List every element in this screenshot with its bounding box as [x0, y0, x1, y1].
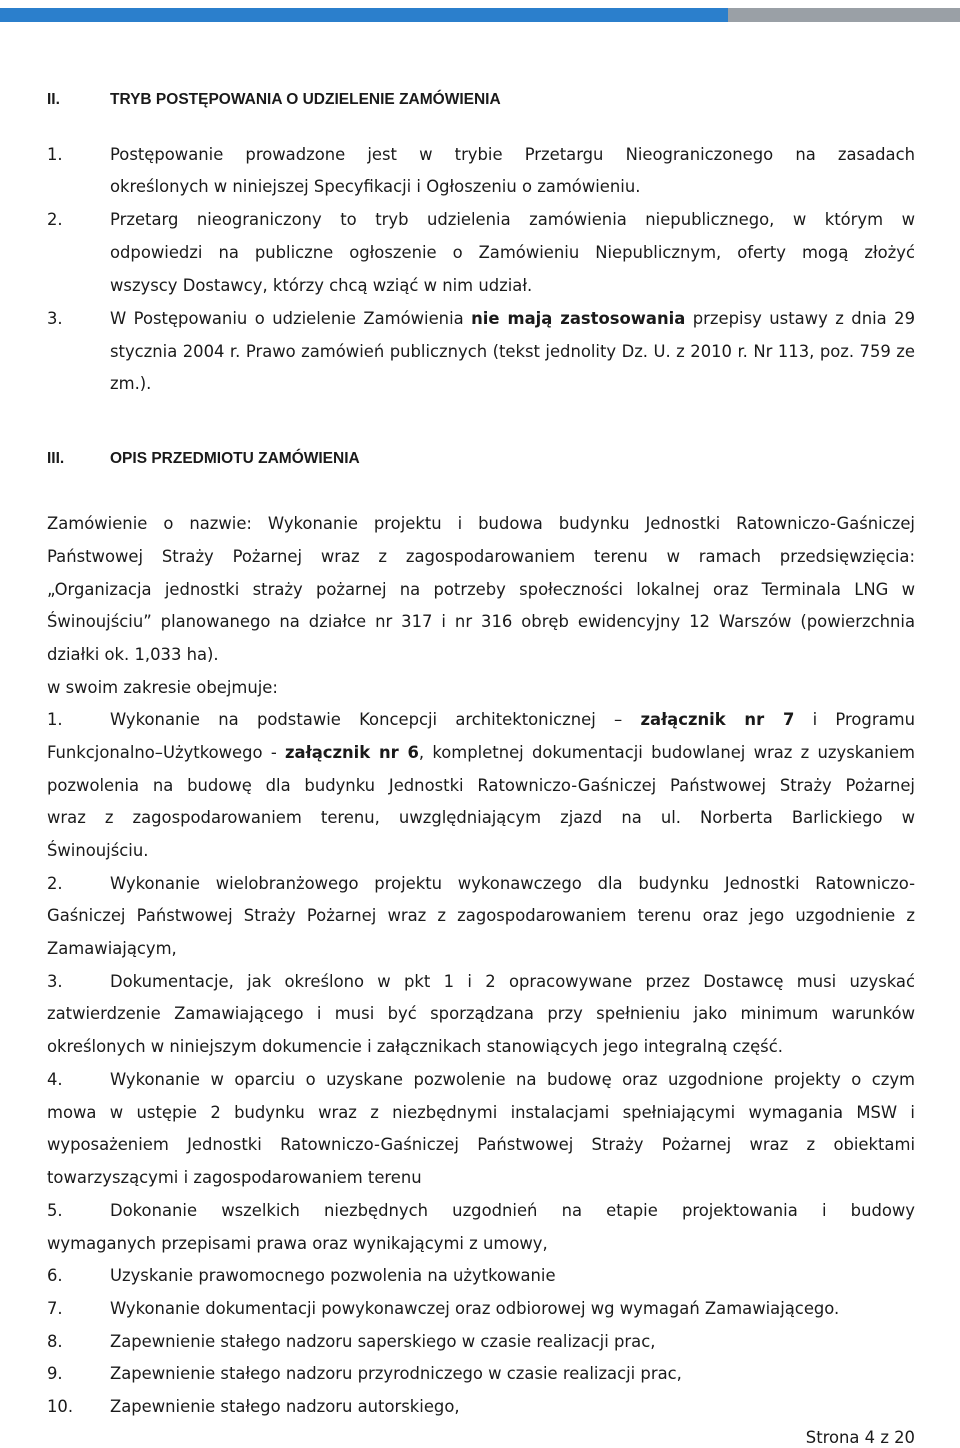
section-2-number: II.	[47, 91, 60, 108]
item-number: 3.	[47, 972, 63, 991]
item-number: 7.	[47, 1299, 63, 1318]
section-3-number: III.	[47, 450, 65, 467]
paragraph-line: wraz z zagospodarowaniem terenu, uwzględniającym zjazd na ul. Norberta Barlickiego w	[47, 808, 915, 827]
paragraph-line: wszyscy Dostawcy, którzy chcą wziąć w nim udział.	[110, 276, 533, 295]
paragraph-line: określonych w niniejszej Specyfikacji i Ogłoszeniu o zamówieniu.	[110, 177, 641, 196]
paragraph-line: Dokumentacje, jak określono w pkt 1 i 2 opracowywane przez Dostawcę musi uzyskać	[110, 972, 915, 991]
paragraph-line: wymaganych przepisami prawa oraz wynikającymi z umowy,	[47, 1234, 548, 1253]
paragraph-line: zatwierdzenie Zamawiającego i musi być sporządzana przy spełnieniu jako minimum warunków	[47, 1004, 915, 1023]
item-number: 9.	[47, 1364, 63, 1383]
item-number: 2.	[47, 210, 63, 229]
intro-line: Świnoujściu” planowanego na działce nr 317 i nr 316 obręb ewidencyjny 12 Warszów (powierzchnia	[47, 612, 915, 631]
item-number: 5.	[47, 1201, 63, 1220]
list-item-text: Wykonanie dokumentacji powykonawczej oraz odbiorowej wg wymagań Zamawiającego.	[110, 1299, 840, 1318]
item-number: 6.	[47, 1266, 63, 1285]
paragraph-line: W Postępowaniu o udzielenie Zamówienia nie mają zastosowania przepisy ustawy z dnia 29	[110, 309, 916, 328]
section-2-title: TRYB POSTĘPOWANIA O UDZIELENIE ZAMÓWIENIA	[110, 91, 501, 108]
paragraph-line: mowa w ustępie 2 budynku wraz z niezbędnymi instalacjami spełniającymi wymagania MSW i	[47, 1103, 915, 1122]
paragraph-line: Wykonanie na podstawie Koncepcji architektonicznej – załącznik nr 7 i Programu	[110, 710, 915, 729]
bold-phrase: załącznik nr 6	[285, 743, 419, 762]
header-color-bar	[0, 8, 960, 22]
intro-line: Państwowej Straży Pożarnej wraz z zagospodarowaniem terenu w ramach przedsięwzięcia:	[47, 547, 915, 566]
item-number: 8.	[47, 1332, 63, 1351]
paragraph-line: pozwolenia na budowę dla budynku Jednostki Ratowniczo-Gaśniczej Państwowej Straży Pożarnej	[47, 776, 915, 795]
paragraph-line: wyposażeniem Jednostki Ratowniczo-Gaśniczej Państwowej Straży Pożarnej wraz z obiektami	[47, 1135, 915, 1154]
header-bar-gray	[728, 8, 960, 22]
paragraph-line: Postępowanie prowadzone jest w trybie Przetargu Nieograniczonego na zasadach	[110, 145, 915, 164]
paragraph-line: odpowiedzi na publiczne ogłoszenie o Zamówieniu Niepublicznym, oferty mogą złożyć	[110, 243, 915, 262]
bold-phrase: załącznik nr 7	[640, 710, 795, 729]
item-number: 2.	[47, 874, 63, 893]
list-item-text: Zapewnienie stałego nadzoru przyrodniczego w czasie realizacji prac,	[110, 1364, 682, 1383]
paragraph-line: Dokonanie wszelkich niezbędnych uzgodnień na etapie projektowania i budowy	[110, 1201, 915, 1220]
list-item-text: Zapewnienie stałego nadzoru saperskiego w czasie realizacji prac,	[110, 1332, 656, 1351]
bold-phrase: nie mają zastosowania	[471, 309, 686, 328]
paragraph-line: towarzyszącymi i zagospodarowaniem terenu	[47, 1168, 422, 1187]
item-number: 1.	[47, 710, 63, 729]
intro-line: Zamówienie o nazwie: Wykonanie projektu i budowa budynku Jednostki Ratowniczo-Gaśniczej	[47, 514, 915, 533]
paragraph-line: Świnoujściu.	[47, 841, 149, 860]
item-number: 1.	[47, 145, 63, 164]
paragraph-line: Gaśniczej Państwowej Straży Pożarnej wraz z zagospodarowaniem terenu oraz jego uzgodnienie z	[47, 906, 915, 925]
paragraph-line: Wykonanie wielobranżowego projektu wykonawczego dla budynku Jednostki Ratowniczo-	[110, 874, 915, 893]
intro-line: „Organizacja jednostki straży pożarnej na potrzeby społeczności lokalnej oraz Terminala LNG w	[47, 580, 915, 599]
scope-label: w swoim zakresie obejmuje:	[47, 678, 278, 697]
paragraph-line: zm.).	[110, 374, 152, 393]
paragraph-line: określonych w niniejszym dokumencie i załącznikach stanowiących jego integralną część.	[47, 1037, 783, 1056]
paragraph-line: Wykonanie w oparciu o uzyskane pozwolenie na budowę oraz uzgodnione projekty o czym	[110, 1070, 915, 1089]
paragraph-line: Przetarg nieograniczony to tryb udzielenia zamówienia niepublicznego, w którym w	[110, 210, 915, 229]
item-number: 3.	[47, 309, 63, 328]
section-3-title: OPIS PRZEDMIOTU ZAMÓWIENIA	[110, 450, 360, 467]
item-number: 4.	[47, 1070, 63, 1089]
paragraph-line: stycznia 2004 r. Prawo zamówień publicznych (tekst jednolity Dz. U. z 2010 r. Nr 113, poz. 759 ze	[110, 342, 915, 361]
paragraph-line: Funkcjonalno–Użytkowego - załącznik nr 6, kompletnej dokumentacji budowlanej wraz z uzyskaniem	[47, 743, 915, 762]
header-bar-blue	[0, 8, 728, 22]
list-item-text: Zapewnienie stałego nadzoru autorskiego,	[110, 1397, 460, 1416]
list-item-text: Uzyskanie prawomocnego pozwolenia na użytkowanie	[110, 1266, 556, 1285]
page-number: Strona 4 z 20	[805, 1428, 915, 1447]
intro-line: działki ok. 1,033 ha).	[47, 645, 219, 664]
paragraph-line: Zamawiającym,	[47, 939, 177, 958]
item-number: 10.	[47, 1397, 74, 1416]
